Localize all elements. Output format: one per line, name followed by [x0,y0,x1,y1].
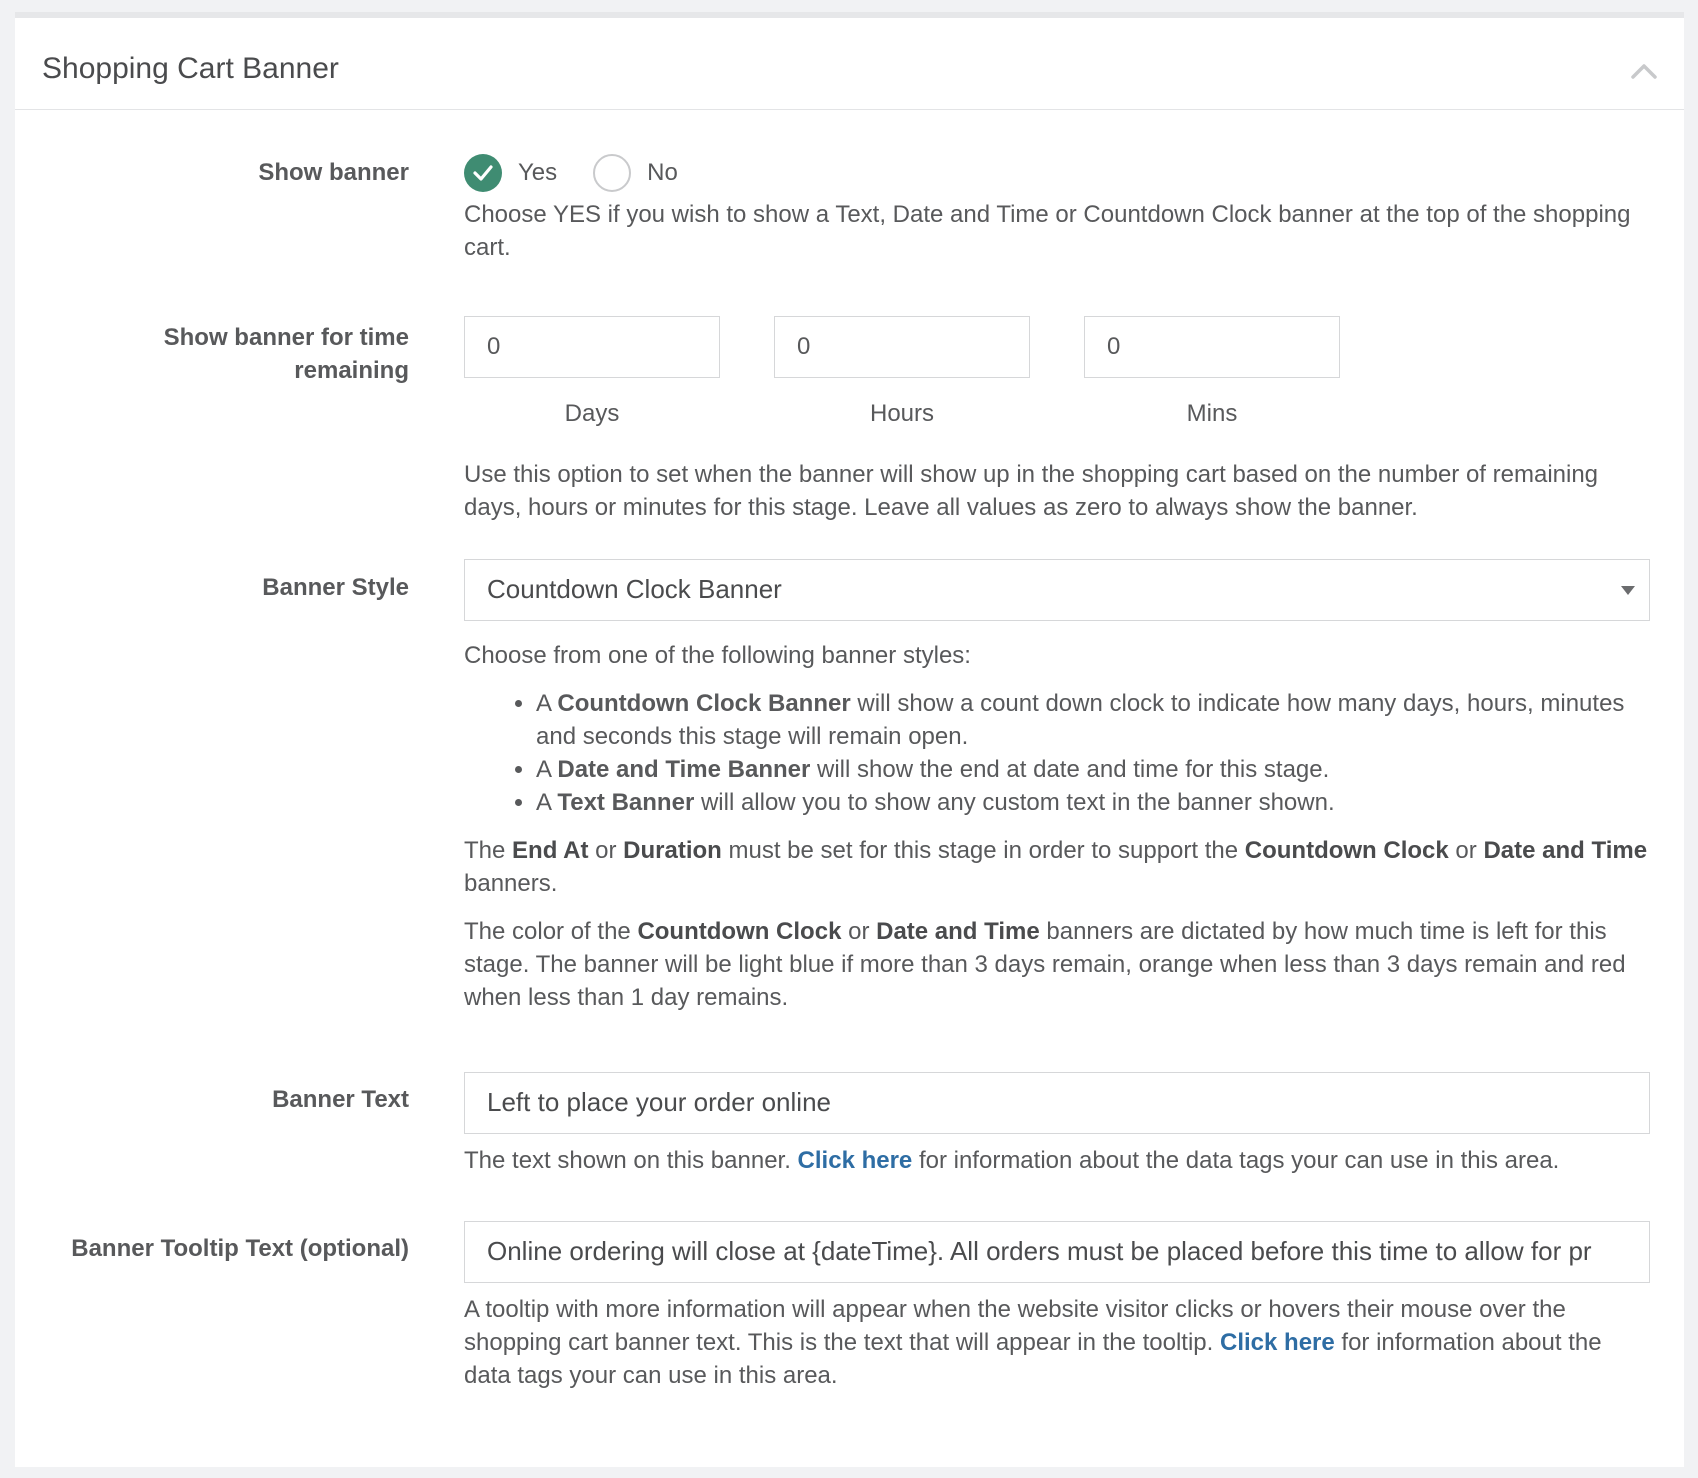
show-banner-field [464,152,1650,264]
list-item: • A Date and Time Banner will show the end at date and time for this stage. [536,753,1650,786]
banner-style-list [464,687,1650,819]
hours-caption: Hours [869,400,935,427]
show-banner-no-radio[interactable] [593,154,631,192]
mins-caption: Mins [1186,400,1238,427]
tooltip-text-field [464,1221,1650,1392]
list-item: • A Countdown Clock Banner will show a count down clock to indicate how many days, hours, minutes and seconds this stage will remain open. [536,687,1650,753]
tooltip-text-help: A tooltip with more information will appear when the website visitor clicks or hovers their mouse over the shopping cart banner text. This is the text that will appear in the tooltip. Click here for information about the data tags your can use in this area. [464,1296,1602,1389]
banner-style-note-end-at: The End At or Duration must be set for this stage in order to support the Countdown Clock or Date and Time banners. [464,837,1648,897]
time-remaining-help: Use this option to set when the banner will show up in the shopping cart based on the number of remaining days, hours or minutes for this stage. Leave all values as zero to always show the banner. [464,461,1599,521]
hours-input[interactable]: 0 [774,316,1030,378]
banner-text-help: The text shown on this banner. Click here for information about the data tags your can use in this area. [464,1147,1560,1174]
caret-down-icon [1621,586,1635,595]
show-banner-radio-group [464,152,1650,194]
tooltip-text-label: Banner Tooltip Text (optional) [71,1235,409,1262]
banner-text-field [464,1072,1650,1177]
show-banner-label: Show banner [258,159,409,186]
days-input[interactable]: 0 [464,316,720,378]
banner-style-field [464,559,1650,1014]
no-label[interactable]: No [647,159,678,186]
banner-style-selected-value: Countdown Clock Banner [487,574,782,604]
banner-style-note-color: The color of the Countdown Clock or Date and Time banners are dictated by how much time is left for this stage. The banner will be light blue if more than 3 days remain, orange when less than 3 days remain and red when less than 1 day remains. [464,918,1626,1011]
banner-text-click-here-link[interactable]: Click here [797,1147,913,1174]
banner-style-select[interactable] [464,559,1650,621]
chevron-up-icon[interactable] [1630,62,1658,80]
panel-header[interactable] [15,18,1684,110]
tooltip-text-input[interactable]: Online ordering will close at {dateTime}. All orders must be placed before this time to allow for pr [464,1221,1650,1283]
tooltip-text-click-here-link[interactable]: Click here [1220,1329,1335,1356]
banner-style-label: Banner Style [262,574,409,601]
yes-label[interactable]: Yes [518,159,558,186]
checkmark-icon [473,164,493,182]
time-remaining-field [464,316,1650,521]
show-banner-yes-radio[interactable] [464,154,502,192]
mins-input[interactable]: 0 [1084,316,1340,378]
list-item: • A Text Banner will allow you to show any custom text in the banner shown. [536,786,1650,819]
time-remaining-label: Show banner for time remaining [163,324,409,384]
banner-style-intro: Choose from one of the following banner styles: [464,642,971,669]
panel-title: Shopping Cart Banner [42,52,339,85]
banner-text-label: Banner Text [272,1086,409,1113]
banner-text-input[interactable]: Left to place your order online [464,1072,1650,1134]
days-caption: Days [564,400,620,427]
shopping-cart-banner-panel [15,12,1684,1467]
show-banner-help: Choose YES if you wish to show a Text, Date and Time or Countdown Clock banner at the top of the shopping cart. [464,201,1631,261]
